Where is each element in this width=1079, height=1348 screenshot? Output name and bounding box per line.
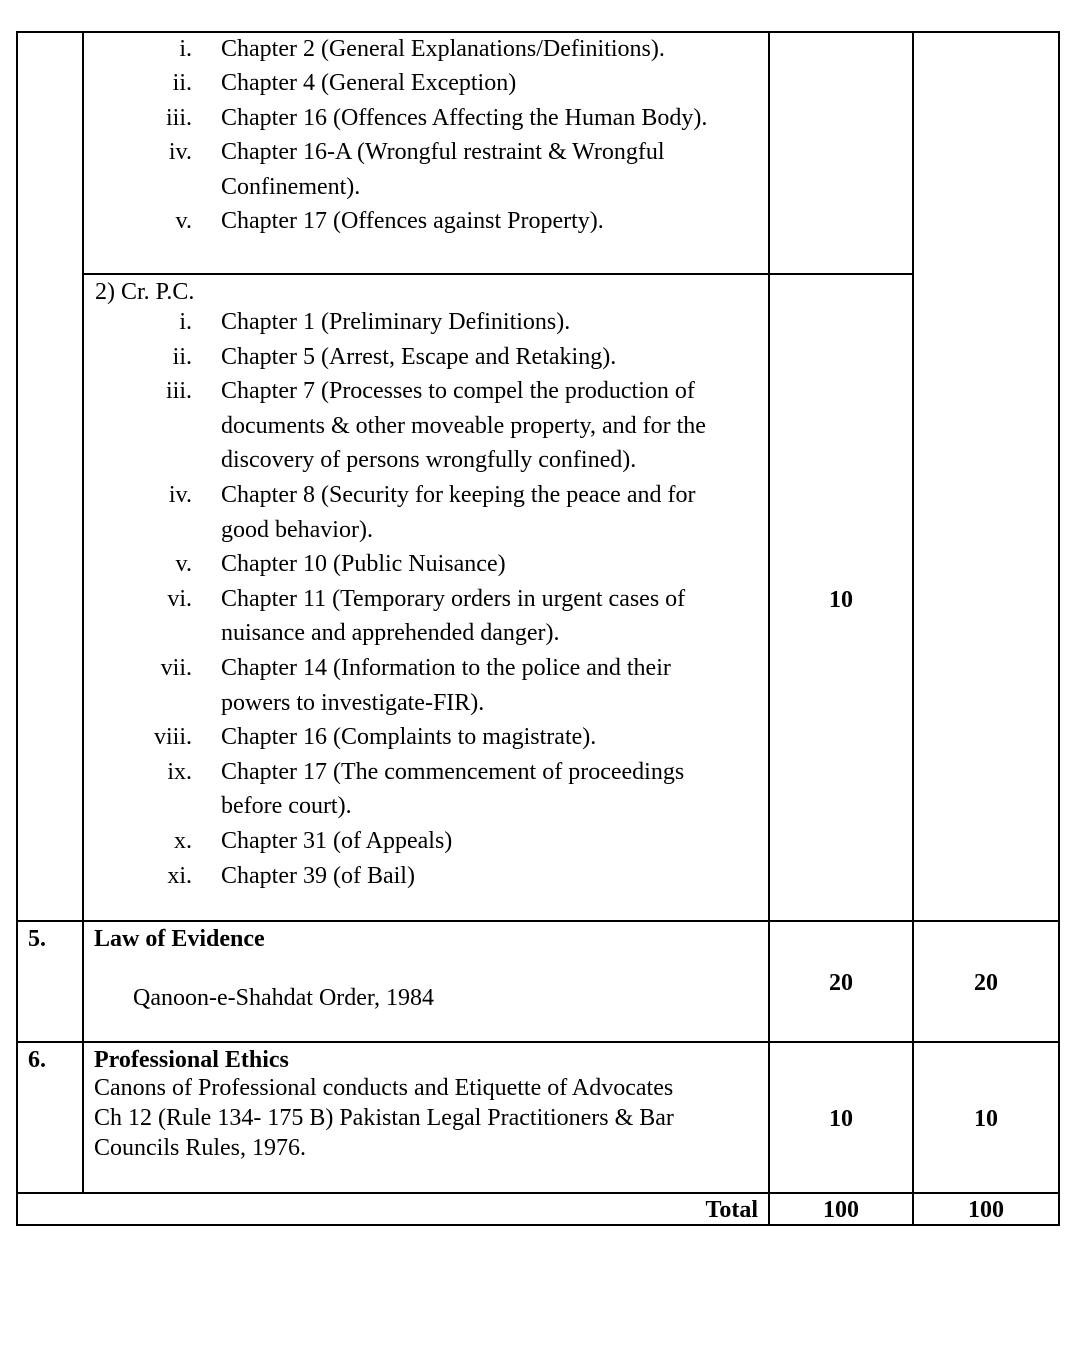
list-item-text: discovery of persons wrongfully confined). bbox=[221, 447, 637, 474]
crpc-heading: 2) Cr. P.C. bbox=[95, 279, 195, 305]
list-item-number: iv. bbox=[168, 482, 192, 508]
table-border-left bbox=[16, 31, 18, 1226]
sec6-marks-b: 10 bbox=[974, 1106, 998, 1132]
list-item-number: v. bbox=[175, 551, 192, 578]
list-item-text: Chapter 17 (The commencement of proceedings bbox=[221, 758, 685, 785]
list-item-text: Chapter 10 (Public Nuisance) bbox=[221, 551, 506, 578]
list-item-number: ix. bbox=[167, 758, 192, 785]
sec5-subtitle: Qanoon-e-Shahdat Order, 1984 bbox=[133, 985, 434, 1011]
sec6-title: Professional Ethics bbox=[94, 1047, 289, 1073]
list-item-text: Chapter 39 (of Bail) bbox=[221, 862, 415, 889]
list-item-text: documents & other moveable property, and for the bbox=[221, 412, 706, 439]
list-item-text: Chapter 17 (Offences against Property). bbox=[221, 208, 604, 234]
list-item-number: iii. bbox=[165, 104, 192, 131]
list-item-text: Chapter 2 (General Explanations/Definitions). bbox=[221, 36, 665, 62]
list-item-number: ii. bbox=[172, 70, 192, 97]
list-item-text: Chapter 11 (Temporary orders in urgent cases of bbox=[221, 585, 686, 612]
list-item-number: ii. bbox=[172, 343, 192, 370]
list-item-text: Chapter 7 (Processes to compel the production of bbox=[221, 378, 695, 405]
list-item-text: good behavior). bbox=[221, 516, 373, 543]
sec5-title: Law of Evidence bbox=[94, 926, 265, 952]
list-item-text: Chapter 1 (Preliminary Definitions). bbox=[221, 309, 571, 335]
sec5-marks-a: 20 bbox=[829, 970, 853, 996]
table-border-right bbox=[1058, 31, 1060, 1226]
list-item-number: x. bbox=[174, 828, 192, 854]
column-divider-1 bbox=[82, 31, 84, 1194]
list-item-number: iii. bbox=[165, 378, 192, 405]
sec6-line-2: Ch 12 (Rule 134- 175 B) Pakistan Legal Practitioners & Bar bbox=[94, 1105, 674, 1131]
list-item-number: vi. bbox=[167, 585, 192, 612]
list-item-number: i. bbox=[179, 36, 192, 62]
crpc-marks: 10 bbox=[829, 587, 853, 613]
sec6-line-3: Councils Rules, 1976. bbox=[94, 1135, 307, 1161]
sec5-number: 5. bbox=[28, 926, 46, 952]
list-item-number: vii. bbox=[160, 655, 192, 681]
list-item-number: v. bbox=[175, 208, 192, 234]
list-item-text: Chapter 31 (of Appeals) bbox=[221, 828, 453, 854]
total-label: Total bbox=[705, 1197, 758, 1223]
list-item-text: Chapter 14 (Information to the police and their bbox=[221, 655, 671, 681]
list-item-text: Chapter 8 (Security for keeping the peace and for bbox=[221, 482, 696, 508]
list-item-text: Chapter 16 (Offences Affecting the Human Body). bbox=[221, 104, 708, 131]
sec6-line-1: Canons of Professional conducts and Etiquette of Advocates bbox=[94, 1075, 674, 1101]
list-item-text: before court). bbox=[221, 793, 352, 820]
list-item-text: Confinement). bbox=[221, 173, 361, 200]
list-item-number: viii. bbox=[153, 724, 192, 751]
sec5-marks-b: 20 bbox=[974, 970, 998, 996]
list-item-text: Chapter 16-A (Wrongful restraint & Wrongful bbox=[221, 139, 665, 166]
list-item-text: Chapter 5 (Arrest, Escape and Retaking). bbox=[221, 343, 617, 370]
list-item-text: nuisance and apprehended danger). bbox=[221, 620, 560, 647]
total-marks-b: 100 bbox=[968, 1197, 1004, 1223]
sec6-number: 6. bbox=[28, 1047, 46, 1073]
list-item-text: Chapter 4 (General Exception) bbox=[221, 70, 517, 97]
list-item-number: iv. bbox=[168, 139, 192, 166]
total-marks-a: 100 bbox=[823, 1197, 859, 1223]
list-item-text: powers to investigate-FIR). bbox=[221, 689, 485, 716]
list-item-text: Chapter 16 (Complaints to magistrate). bbox=[221, 724, 597, 751]
ppc-row-bottom-border bbox=[82, 273, 913, 275]
list-item-number: xi. bbox=[167, 862, 192, 889]
sec6-marks-a: 10 bbox=[829, 1106, 853, 1132]
list-item-number: i. bbox=[179, 309, 192, 335]
column-divider-2 bbox=[768, 31, 770, 1226]
column-divider-3 bbox=[912, 31, 914, 1226]
